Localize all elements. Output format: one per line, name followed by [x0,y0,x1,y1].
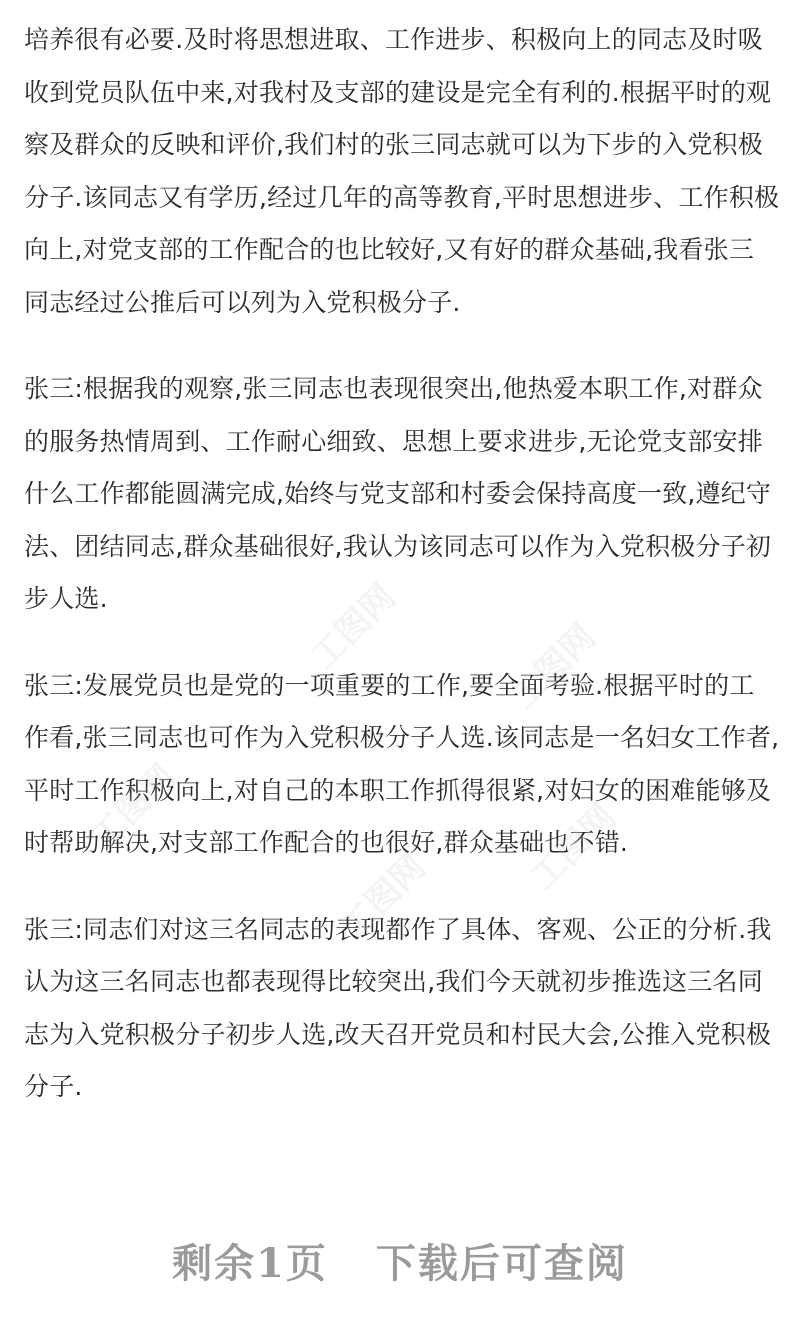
text-line: 同志经过公推后可以列为入党积极分子. [24,287,461,317]
text-line: 作看,张三同志也可作为入党积极分子人选.该同志是一名妇女工作者, [24,723,780,752]
paragraph-1 [24,14,780,329]
document-body [24,14,780,1148]
watermark-logo: 工图网 [83,756,184,858]
text-line: 向上,对党支部的工作配合的也比较好,又有好的群众基础,我看张三 [24,235,755,264]
watermark-logo: 工图网 [523,796,624,898]
paragraph-2 [24,363,780,626]
text-line: 张三:发展党员也是党的一项重要的工作,要全面考验.根据平时的工 [24,670,755,700]
text-line: 分子.该同志又有学历,经过几年的高等教育,平时思想进步、工作积极 [24,182,780,212]
paragraph-4 [24,904,780,1114]
text-line: 志为入党积极分子初步人选,改天召开党员和村民大会,公推入党积极 [24,1019,772,1049]
text-line: 法、团结同志,群众基础很好,我认为该同志可以作为入党积极分子初 [24,531,772,561]
watermark-logo: 工图网 [303,576,404,678]
text-line: 收到党员队伍中来,对我村及支部的建设是完全有利的.根据平时的观 [24,77,772,107]
text-line: 步人选. [24,584,108,613]
text-line: 的服务热情周到、工作耐心细致、思想上要求进步,无论党支部安排 [24,426,763,456]
text-line: 张三:根据我的观察,张三同志也表现很突出,他热爱本职工作,对群众 [24,374,763,403]
text-line: 分子. [24,1072,83,1101]
text-line: 什么工作都能圆满完成,始终与党支部和村委会保持高度一致,遵纪守 [24,479,772,508]
text-line: 时帮助解决,对支部工作配合的也很好,群众基础也不错. [24,828,629,857]
text-line: 认为这三名同志也都表现得比较突出,我们今天就初步推选这三名同 [24,967,763,996]
text-line: 培养很有必要.及时将思想进取、工作进步、积极向上的同志及时吸 [24,25,763,54]
text-line: 张三:同志们对这三名同志的表现都作了具体、客观、公正的分析.我 [24,914,772,944]
download-to-view-label: 下载后可查阅 [375,1240,628,1287]
remaining-pages-label: 剩余1页 [172,1240,328,1287]
download-prompt[interactable] [0,1232,800,1289]
watermark-logo: 工图网 [333,846,434,948]
watermark-logo: 工图网 [503,616,604,718]
text-line: 察及群众的反映和评价,我们村的张三同志就可以为下步的入党积极 [24,130,763,159]
paragraph-3 [24,660,780,870]
text-line: 平时工作积极向上,对自己的本职工作抓得很紧,对妇女的困难能够及 [24,775,772,805]
